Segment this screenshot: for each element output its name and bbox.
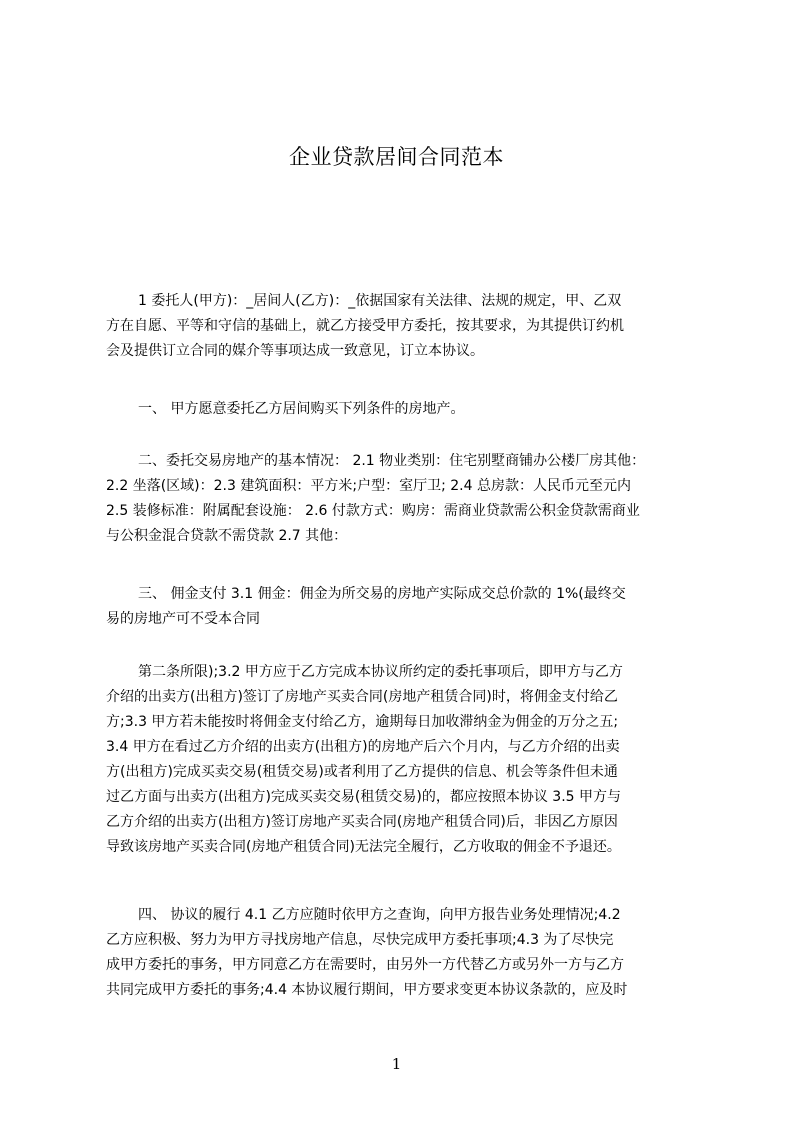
text-line: 会及提供订立合同的媒介等事项达成一致意见，订立本协议。 xyxy=(106,343,484,359)
text-line: 导致该房地产买卖合同(房地产租赁合同)无法完全履行，乙方收取的佣金不予退还。 xyxy=(106,839,621,855)
text-line: 乙方介绍的出卖方(出租方)签订房地产买卖合同(房地产租赁合同)后，非因乙方原因 xyxy=(106,814,618,830)
text-line: 第二条所限);3.2 甲方应于乙方完成本协议所约定的委托事项后，即甲方与乙方 xyxy=(138,664,623,680)
document-title: 企业贷款居间合同范本 xyxy=(289,145,504,169)
page-number: 1 xyxy=(391,1055,402,1073)
text-line: 易的房地产可不受本合同 xyxy=(106,611,260,627)
text-line: 2.2 坐落(区域)：2.3 建筑面积：平方米;户型：室厅卫; 2.4 总房款：人民币元至元内 xyxy=(106,478,631,494)
text-line: 乙方应积极、努力为甲方寻找房地产信息，尽快完成甲方委托事项;4.3 为了尽快完 xyxy=(106,932,614,948)
text-line: 1 委托人(甲方)：_居间人(乙方)：_依据国家有关法律、法规的规定，甲、乙双 xyxy=(138,293,622,309)
text-line: 2.5 装修标准：附属配套设施： 2.6 付款方式：购房：需商业贷款需公积金贷款需商业 xyxy=(106,503,640,519)
paragraph-parties xyxy=(106,289,696,364)
paragraph-section-1 xyxy=(106,397,696,422)
paragraph-section-3 xyxy=(106,582,696,632)
text-line: 成甲方委托的事务，甲方同意乙方在需要时，由另外一方代替乙方或另外一方与乙方 xyxy=(106,957,624,973)
text-line: 方;3.3 甲方若未能按时将佣金支付给乙方，逾期每日加收滞纳金为佣金的万分之五; xyxy=(106,714,619,730)
text-line: 三、 佣金支付 3.1 佣金：佣金为所交易的房地产实际成交总价款的 1%(最终交 xyxy=(138,586,626,602)
text-line: 四、 协议的履行 4.1 乙方应随时依甲方之查询，向甲方报告业务处理情况;4.2 xyxy=(138,907,621,923)
paragraph-section-4 xyxy=(106,903,696,1003)
text-line: 共同完成甲方委托的事务;4.4 本协议履行期间，甲方要求变更本协议条款的，应及时 xyxy=(106,982,628,998)
paragraph-article-2 xyxy=(106,660,696,860)
text-line: 二、委托交易房地产的基本情况： 2.1 物业类别：住宅别墅商铺办公楼厂房其他： xyxy=(138,453,646,469)
text-line: 3.4 甲方在看过乙方介绍的出卖方(出租方)的房地产后六个月内，与乙方介绍的出卖 xyxy=(106,739,620,755)
text-line: 过乙方面与出卖方(出租方)完成买卖交易(租赁交易)的，都应按照本协议 3.5 甲方与 xyxy=(106,789,622,805)
text-line: 一、 甲方愿意委托乙方居间购买下列条件的房地产。 xyxy=(138,401,465,417)
text-line: 方在自愿、平等和守信的基础上，就乙方接受甲方委托，按其要求，为其提供订约机 xyxy=(106,318,624,334)
text-line: 介绍的出卖方(出租方)签订了房地产买卖合同(房地产租赁合同)时，将佣金支付给乙 xyxy=(106,689,618,705)
text-line: 与公积金混合贷款不需贷款 2.7 其他： xyxy=(106,528,348,544)
paragraph-section-2 xyxy=(106,449,696,549)
text-line: 方(出租方)完成买卖交易(租赁交易)或者利用了乙方提供的信息、机会等条件但未通 xyxy=(106,764,618,780)
